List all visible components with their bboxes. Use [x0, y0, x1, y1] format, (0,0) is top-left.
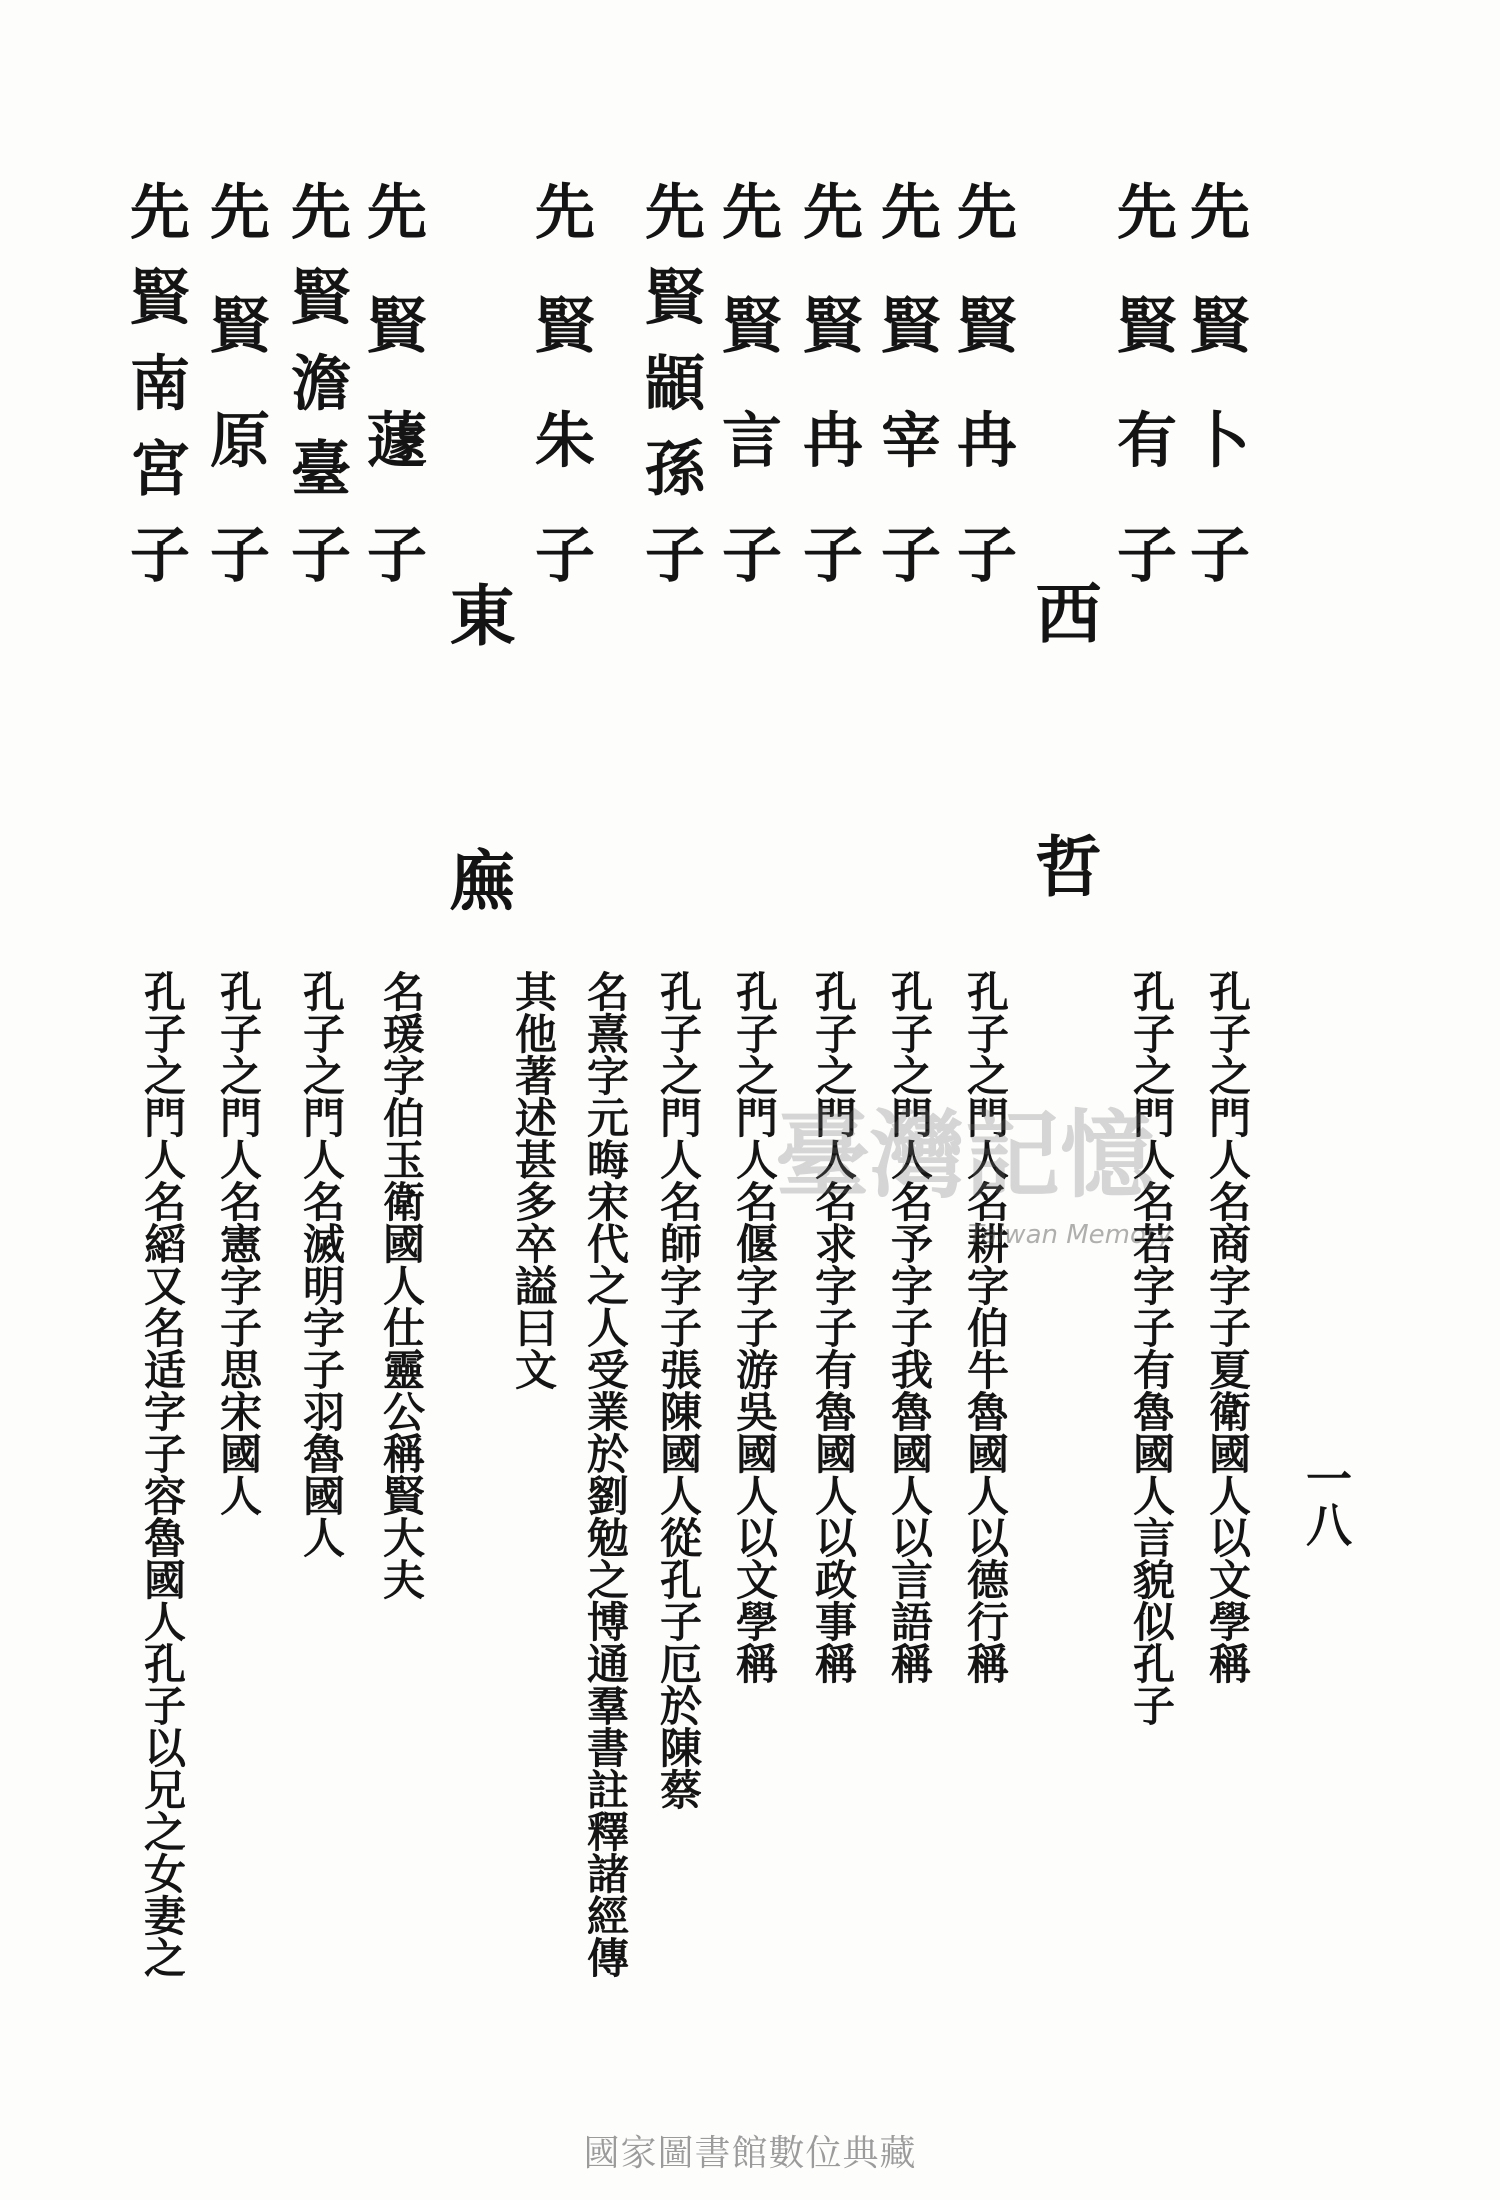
entry-description: 孔子之門人名予字子我魯國人以言語稱 — [885, 970, 934, 1684]
entry-description: 孔子之門人名求字子有魯國人以政事稱 — [809, 970, 858, 1684]
entry-name: 先賢顓孫子 — [635, 180, 705, 609]
entry-description: 孔子之門人名憲字子思宋國人 — [214, 970, 263, 1516]
entry-description: 孔子之門人名師字子張陳國人從孔子厄於陳蔡 — [654, 970, 703, 1810]
entry-name: 先賢冉子 — [947, 180, 1017, 638]
watermark-title: 臺灣記憶 — [775, 1100, 1156, 1211]
entry-name: 先賢蘧子 — [357, 180, 427, 638]
entry-description: 孔子之門人名商字子夏衛國人以文學稱 — [1203, 970, 1252, 1684]
entry-name: 先賢宰子 — [871, 180, 941, 638]
entry-name: 先賢言子 — [712, 180, 782, 638]
entry-description: 孔子之門人名滅明字子羽魯國人 — [297, 970, 346, 1558]
entry-description: 名瑗字伯玉衛國人仕靈公稱賢大夫 — [377, 970, 426, 1600]
section-header: 東廡 — [438, 581, 516, 1111]
entry-description: 名熹字元晦宋代之人受業於劉勉之博通羣書註釋諸經傳 — [581, 970, 630, 1978]
entry-name: 先賢原子 — [200, 180, 270, 638]
entry-description: 孔子之門人名縚又名适字子容魯國人孔子以兄之女妻之 — [138, 970, 187, 1978]
entry-description-continued: 其他著述甚多卒謚曰文 — [509, 970, 558, 1390]
entry-description: 孔子之門人名偃字子游吳國人以文學稱 — [730, 970, 779, 1684]
entry-name: 先賢朱子 — [525, 180, 595, 638]
entry-name: 先賢南宮子 — [120, 180, 190, 609]
entry-description: 孔子之門人名耕字伯牛魯國人以德行稱 — [961, 970, 1010, 1684]
section-header: 西哲 — [1024, 579, 1102, 1085]
entry-description: 孔子之門人名若字子有魯國人言貌似孔子 — [1127, 970, 1176, 1726]
entry-name: 先賢有子 — [1107, 180, 1177, 638]
collection-footer: 國家圖書館數位典藏 — [583, 2133, 917, 2174]
entry-name: 先賢澹臺子 — [281, 180, 351, 609]
entry-name: 先賢卜子 — [1180, 180, 1250, 638]
page-number: 一八 — [1299, 1455, 1353, 1547]
entry-name: 先賢冉子 — [793, 180, 863, 638]
watermark-subtitle: Taiwan Memory — [968, 1220, 1172, 1250]
